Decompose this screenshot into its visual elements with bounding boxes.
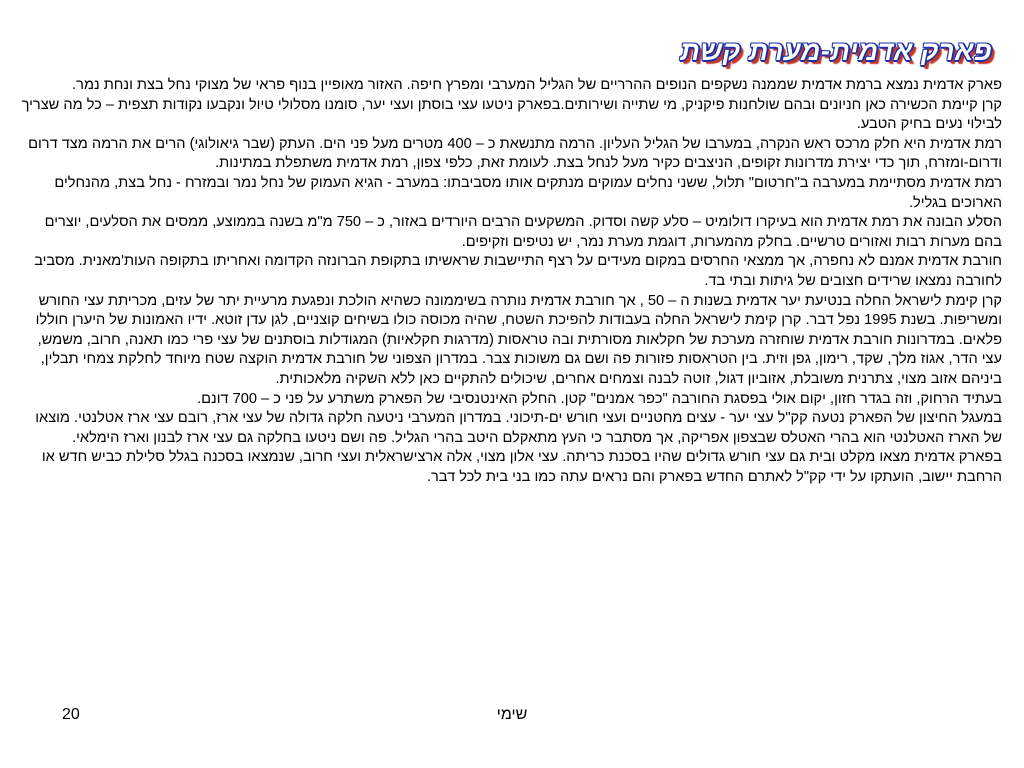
paragraph: קרן קימת לישראל החלה בנטיעת יער אדמית בשנות ה – 50 , אך חורבת אדמית נותרה בשיממונה כשהיא הולכת ונפגעת מרעיית יתר של עזים, מכריתת עצי החורש ומשריפות. בשנת 1995 נפל דבר. קרן קימת לישראל החלה בעבודות להפיכת השטח, שהיה מכוסה כולו בשיחים קוצניים, לגן עדן זוטא. ידיו האמונות של היערן חוללו פלאים. במדרונות חורבת אדמית שוחזרה מערכת של חקלאות מסורתית ובה טראסות (מדרגות חקלאיות) המגודלות בוסתנים של עצי פרי כמו תאנה, חרוב, משמש, עצי הדר, אגוז מלך, שקד, רימון, גפן וזית. בין הטראסות פזורות פה ושם גם משוכות צבר. במדרון הצפוני של חורבת אדמית הוקצה שטח מיוחד לחלקת צמחי תבלין, ביניהם אזוב מצוי, צתרנית משובלת, אזוביון דגול, זוטה לבנה וצמחים אחרים, שיכולים להתקיים כאן ללא השקיה מלאכותית. [35,292,1002,387]
paragraph: הסלע הבונה את רמת אדמית הוא בעיקרו דולומיט – סלע קשה וסדוק. המשקעים הרבים היורדים באזור, כ – 750 מ"מ בשנה בממוצע, ממסים את הסלעים, יוצרים בהם מערות רבות ואזורים טרשיים. בחלק מהמערות, דוגמת מערת נמר, יש נטיפים וזקיפים. [44,214,1002,250]
paragraph: חורבת אדמית אמנם לא נחפרה, אך ממצאי החרסים במקום מעידים על רצף התיישבות שראשיתו בתקופת הברונזה הקדומה ואחריתו בתקופה העות'מאנית. מסביב לחורבה נמצאו שרידים חצובים של גיתות ובתי בד. [34,253,1002,289]
paragraph: בעתיד הרחוק, וזה בגדר חזון, יקום אולי בפסגת החורבה "כפר אמנים" קטן. החלק האינטנסיבי של הפארק משתרע על פני כ – 700 דונם. [197,390,1002,407]
body-text [17,76,1002,487]
paragraph: קרן קיימת הכשירה כאן חניונים ובהם שולחנות פיקניק, מי שתייה ושירותים.בפארק ניטעו עצי בוסתן ועצי יער, סומנו מסלולי טיול ונקבעו נקודות תצפית – כל מה שצריך לבילוי נעים בחיק הטבע. [21,96,1002,133]
slide-title: פארק אדמית-מערת קשת [680,36,992,66]
paragraph: פארק אדמית נמצא ברמת אדמית שממנה נשקפים הנופים ההרריים של הגליל המערבי ומפרץ חיפה. האזור מאופיין בנוף פראי של מצוקי נחל בצת ונחת נמר. [72,77,1002,93]
paragraph: רמת אדמית היא חלק מרכס ראש הנקרה, במערבו של הגליל העליון. הרמה מתנשאת כ – 400 מטרים מעל פני הים. העתק (שבר גיאולוגי) הרים את הרמה מצד דרום ודרום-ומזרח, תוך כדי יצירת מדרונות זקופים, הניצבים כקיר מעל לנחל בצת. לעומת זאת, כלפי צפון, רמת אדמית משתפלת במתינות. [28,135,1002,172]
page-number: 20 [62,706,80,723]
paragraph: רמת אדמית מסתיימת במערבה ב"חרטום" תלול, ששני נחלים עמוקים מנתקים אותו מסביבתו: במערב - הגיא העמוק של נחל נמר ובמזרח - נחל בצת, מהנחלים הארוכים בגליל. [54,174,1002,211]
paragraph: במעגל החיצון של הפארק נטעה קק"ל עצי יער - עצים מחטניים ועצי חורש ים-תיכוני. במדרון המערבי ניטעה חלקה גדולה של עצי ארז, רובם עצי ארז אטלנטי. מוצאו של הארז האטלנטי הוא בהרי האטלס שבצפון אפריקה, אך מסתבר כי העץ מתאקלם היטב בהרי הגליל. פה ושם ניטעו בחלקה גם עצי ארז לבנון וארז הימלאי. [35,410,1002,446]
paragraph: בפארק אדמית מצאו מקלט ובית גם עצי חורש גדולים שהיו בסכנת כריתה. עצי אלון מצוי, אלה ארצישראלית ועצי חרוב, שנמצאו בסכנה בגלל סלילת כביש חדש או הרחבת יישוב, הועתקו על ידי קק"ל לאתרם החדש בפארק והם נראים עתה כמו בני בית לכל דבר. [41,449,1002,485]
footer-author: שימי [496,706,528,723]
